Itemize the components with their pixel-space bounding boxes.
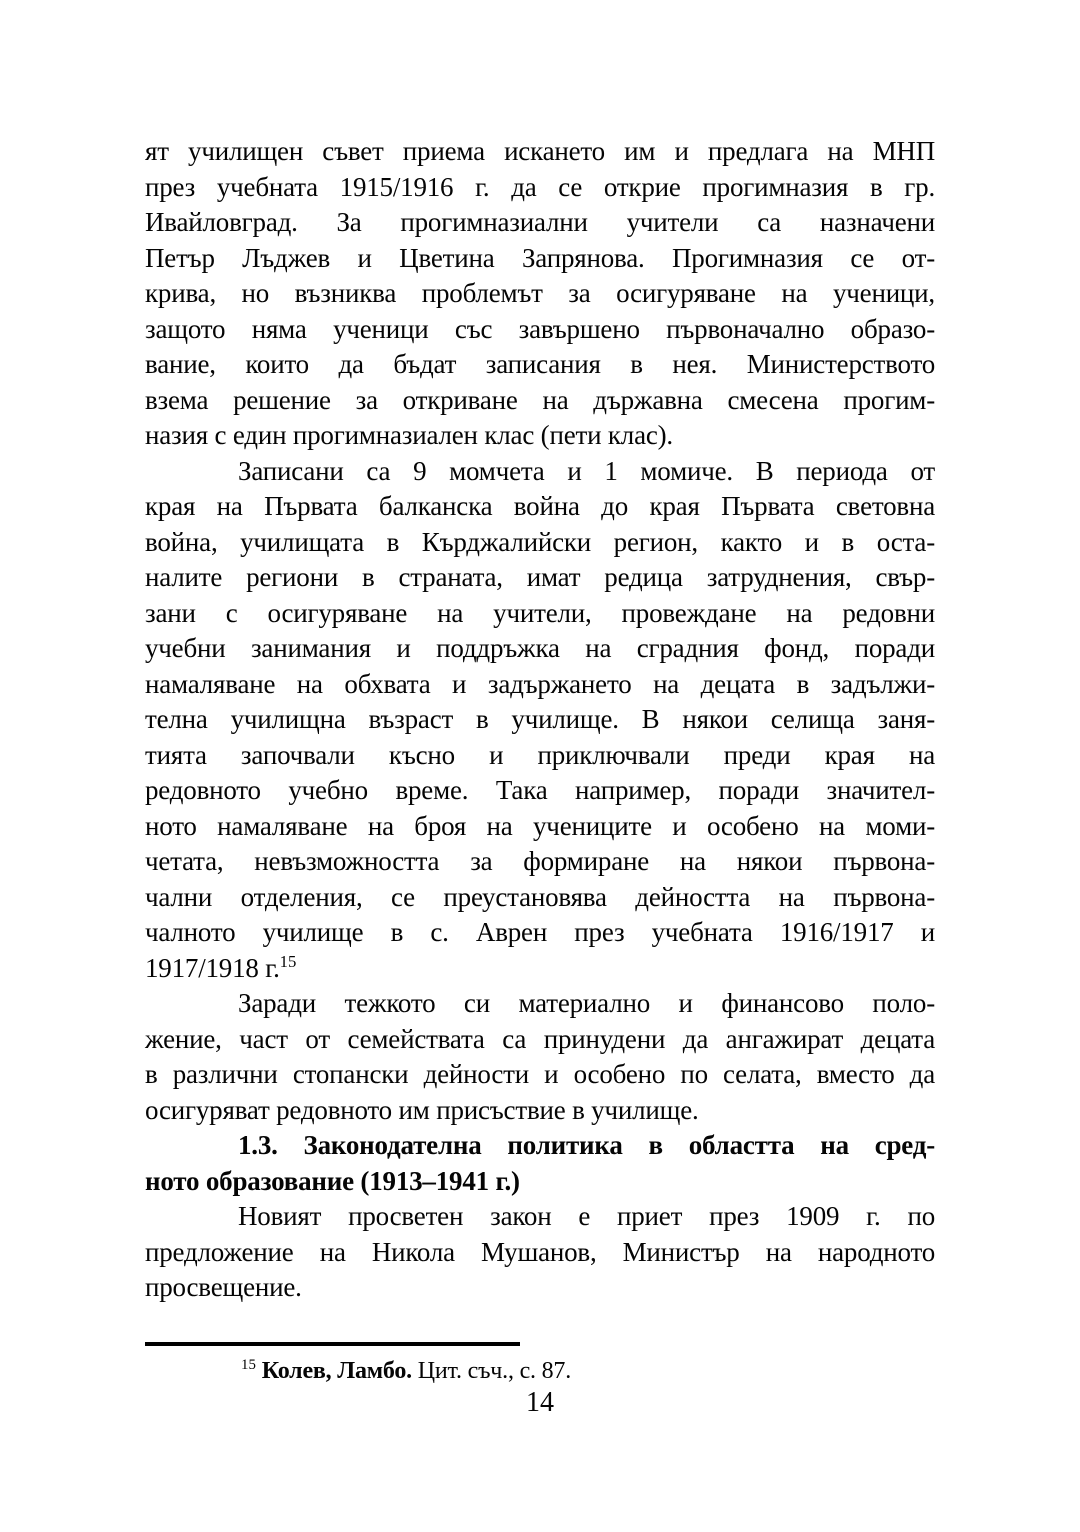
text-line: вание, които да бъдат записания в нея. Министерството — [145, 349, 935, 379]
text-line: Петър Лъджев и Цветина Запрянова. Прогимназия се от- — [145, 242, 935, 273]
text-line: назия с един прогимназиален клас (пети клас). — [145, 420, 673, 450]
text-line: телна училищна възраст в училище. В някои селища заня- — [145, 704, 935, 734]
body-paragraph — [145, 1199, 935, 1306]
text-line: намаляване на обхвата и задържането на децата в задължи- — [145, 668, 935, 699]
text-line: крива, но възниква проблемът за осигуряване на ученици, — [145, 278, 935, 308]
text-line: война, училищата в Кърджалийски регион, както и в оста- — [145, 526, 935, 557]
text-line: защото няма ученици със завършено първоначално образо- — [145, 313, 935, 344]
text-line: жение, част от семействата са принудени да ангажират децата — [145, 1023, 935, 1054]
text-line: чалното училище в с. Аврен през учебната 1916/1917 и — [145, 917, 935, 947]
text-line: 1.3. Законодателна политика в областта на сред- — [238, 1130, 935, 1160]
text-segment: Колев, Ламбо. — [261, 1358, 412, 1384]
text-line: ят училищен съвет приема искането им и предлага на МНП — [145, 136, 935, 166]
text-line — [145, 951, 935, 987]
footnote-reference: 15 — [279, 951, 297, 971]
text-column — [145, 134, 935, 1306]
text-line: ното намаляване на броя на учениците и особено на моми- — [145, 810, 935, 841]
text-line: тията започвали късно и приключвали преди края на — [145, 739, 935, 770]
text-line: Заради тежкото си материално и финансово поло- — [238, 988, 935, 1018]
text-line: редовното учебно време. Така например, поради значител- — [145, 775, 935, 805]
text-line: просвещение. — [145, 1272, 302, 1302]
text-line: Ивайловград. За прогимназиални учители са назначени — [145, 207, 935, 237]
text-line: предложение на Никола Мушанов, Министър на народното — [145, 1236, 935, 1267]
text-line: учебни занимания и поддръжка на сградния фонд, поради — [145, 633, 935, 663]
text-line: Новият просветен закон е приет през 1909 г. по — [238, 1201, 935, 1231]
text-line: зани с осигуряване на учители, провеждане на редовни — [145, 597, 935, 628]
body-paragraph — [145, 986, 935, 1128]
footnote-separator — [145, 1342, 520, 1346]
text-line: четата, невъзможността за формиране на някои първона- — [145, 846, 935, 876]
text-line: осигуряват редовното им присъствие в училище. — [145, 1094, 699, 1125]
footnote-reference: 15 — [241, 1357, 256, 1373]
section-heading — [145, 1128, 935, 1199]
page-number: 14 — [526, 1387, 554, 1418]
body-paragraph — [145, 454, 935, 987]
text-segment: Цит. съч., с. 87. — [411, 1358, 572, 1384]
text-line: през учебната 1915/1916 г. да се открие прогимназия в гр. — [145, 171, 935, 202]
text-segment: 1917/1918 г. — [145, 952, 280, 983]
text-line: в различни стопански дейности и особено по селата, вместо да — [145, 1059, 935, 1089]
text-line: Записани са 9 момчета и 1 момиче. В периода от — [238, 455, 935, 486]
text-line: налите региони в страната, имат редица затруднения, свър- — [145, 562, 935, 592]
text-line: края на Първата балканска война до края Първата световна — [145, 491, 935, 521]
body-paragraph — [145, 134, 935, 454]
text-line: взема решение за откриване на държавна смесена прогим- — [145, 384, 935, 415]
text-line: чални отделения, се преустановява дейността на първона- — [145, 881, 935, 912]
footnote — [145, 1356, 935, 1386]
text-line: ното образование (1913–1941 г.) — [145, 1165, 520, 1196]
